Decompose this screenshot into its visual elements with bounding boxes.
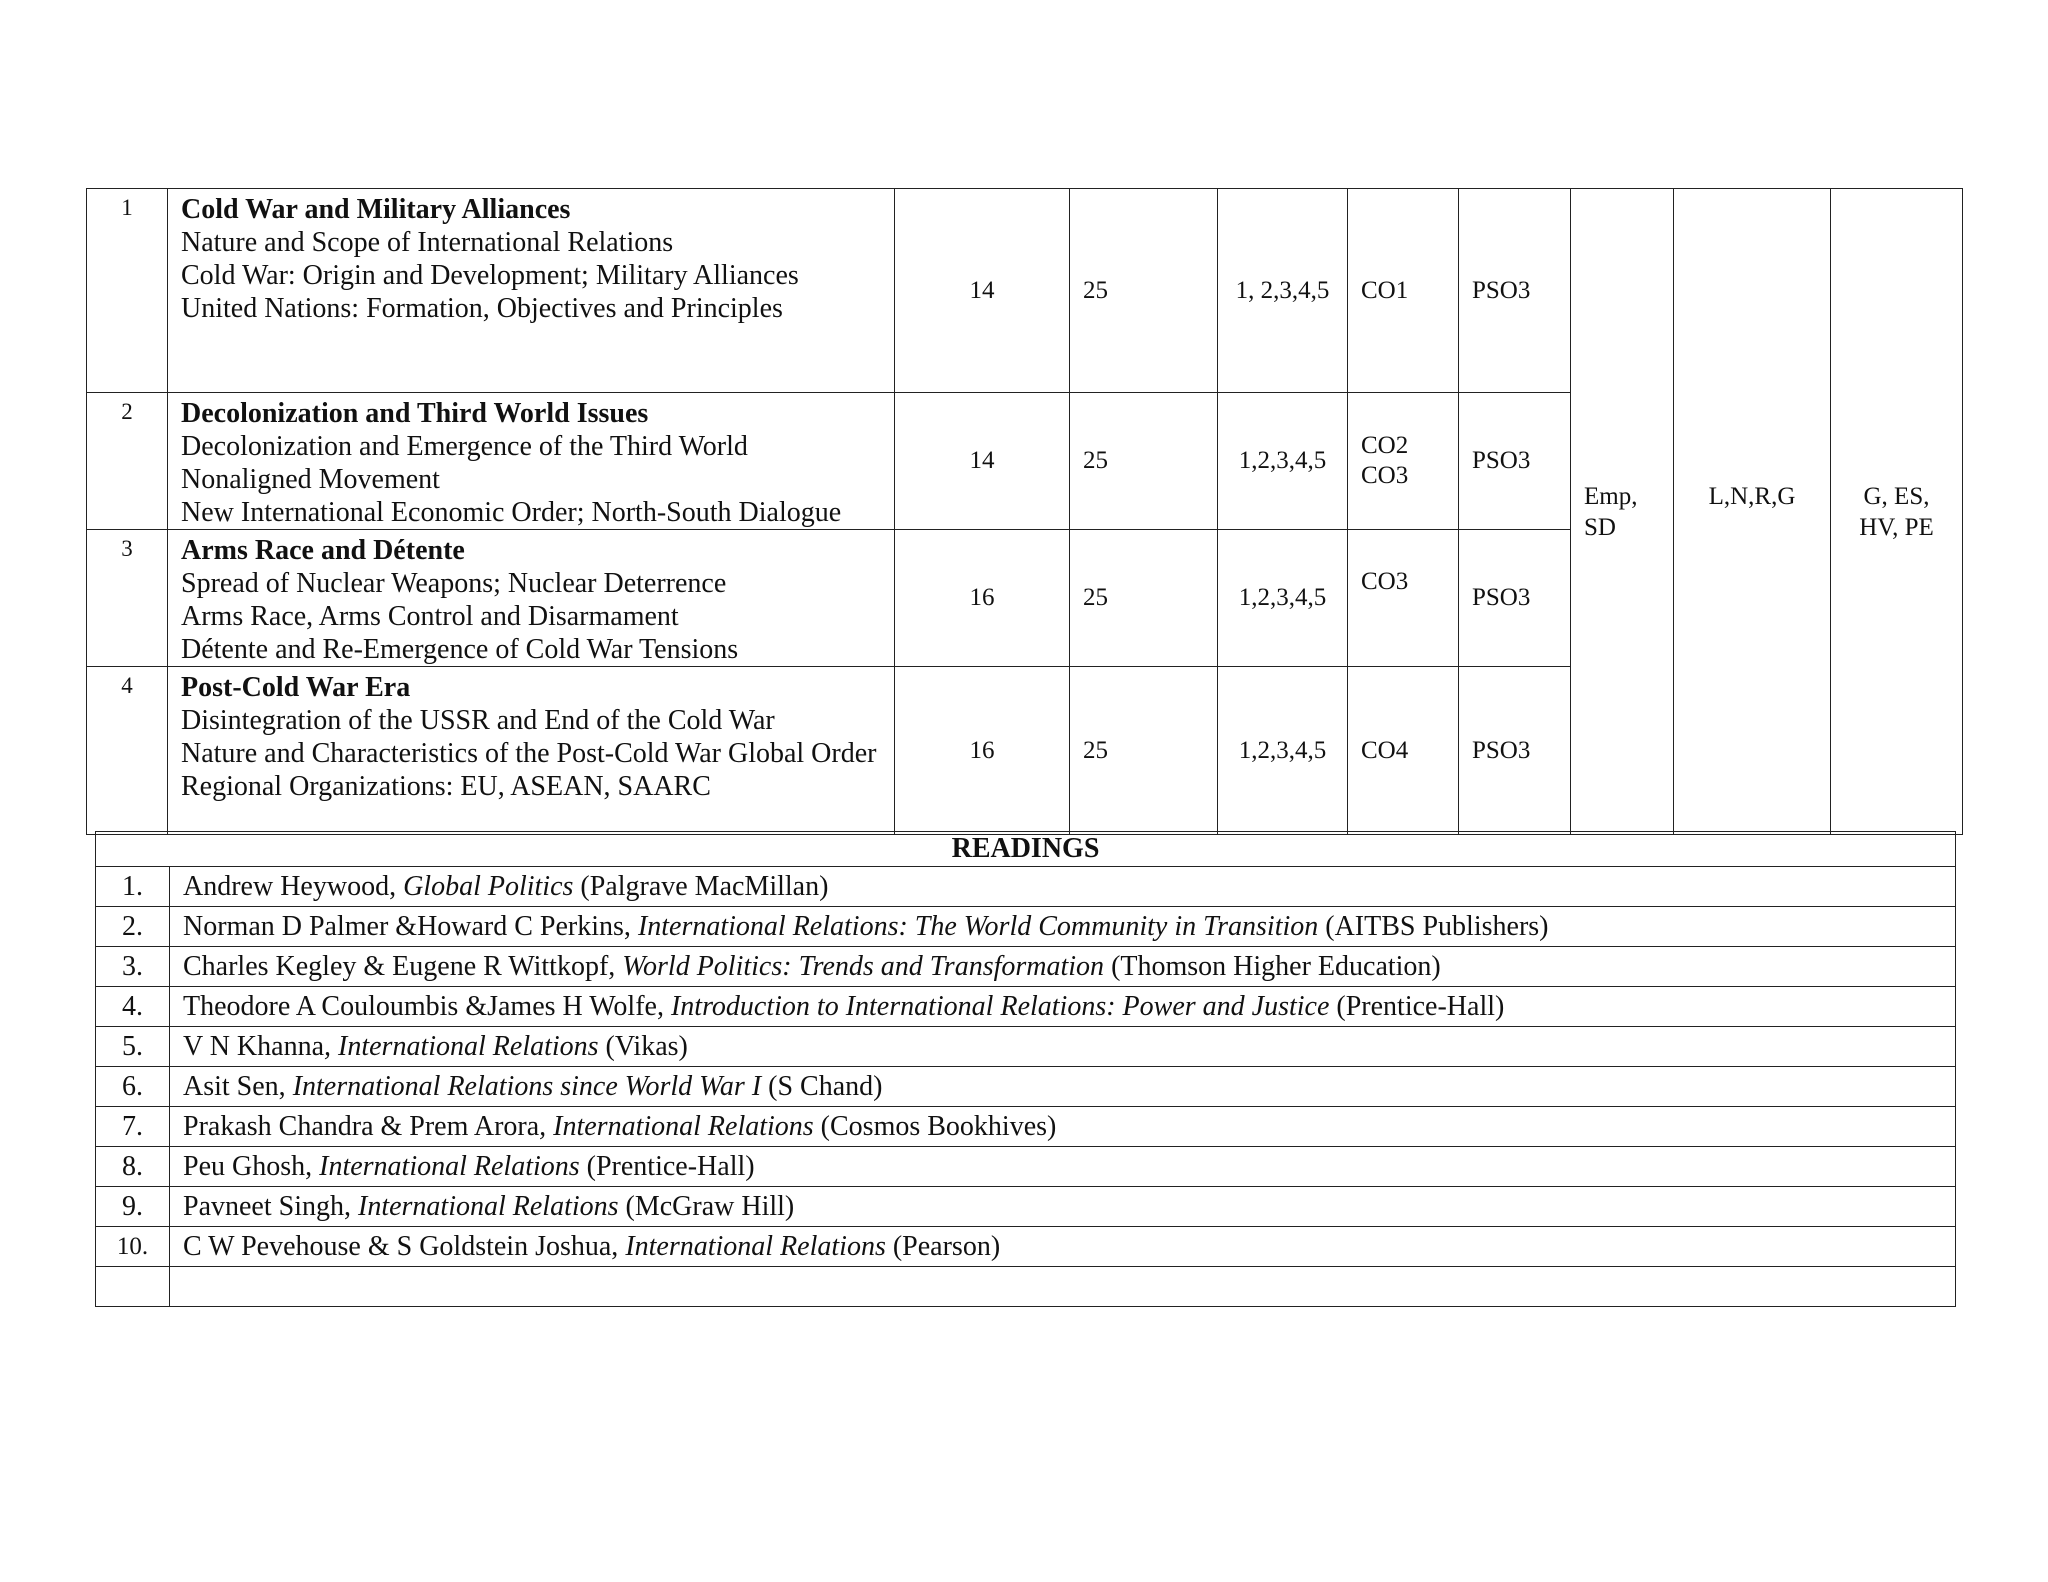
reading-author: Norman D Palmer &Howard C Perkins, <box>183 910 638 942</box>
reading-title: International Relations <box>625 1230 886 1262</box>
unit-title: Cold War and Military Alliances <box>181 194 571 225</box>
unit-hours: 16 <box>895 530 1070 667</box>
reading-citation <box>170 1227 1956 1267</box>
reading-citation <box>170 907 1956 947</box>
unit-subtopic: Disintegration of the USSR and End of the Cold War <box>181 705 775 736</box>
merged-text: HV, PE <box>1859 513 1934 541</box>
unit-co: CO2 CO3 <box>1348 393 1459 530</box>
reading-number: 8. <box>96 1147 170 1187</box>
reading-author: Asit Sen, <box>183 1070 293 1102</box>
unit-subtopic: Decolonization and Emergence of the Third World <box>181 431 748 462</box>
unit-number: 3 <box>87 530 168 667</box>
reading-number: 2. <box>96 907 170 947</box>
reading-title: Introduction to International Relations: Power and Justice <box>670 990 1330 1022</box>
reading-citation <box>170 1107 1956 1147</box>
reading-author: Prakash Chandra & Prem Arora <box>183 1110 540 1142</box>
unit-row <box>87 189 1963 393</box>
reading-citation <box>170 867 1956 907</box>
reading-number-empty <box>96 1267 170 1307</box>
unit-pos: 1,2,3,4,5 <box>1218 393 1348 530</box>
reading-row <box>96 1147 1956 1187</box>
unit-topic <box>168 393 895 530</box>
reading-citation <box>170 1147 1956 1187</box>
reading-publisher: (Pearson) <box>885 1230 1001 1262</box>
readings-header-row <box>96 832 1956 867</box>
unit-number: 1 <box>87 189 168 393</box>
reading-author: Peu Ghosh, <box>183 1150 320 1182</box>
reading-author: Andrew Heywood, <box>183 870 404 902</box>
reading-row <box>96 1027 1956 1067</box>
reading-row <box>96 907 1956 947</box>
reading-row <box>96 987 1956 1027</box>
reading-author: V N Khanna <box>183 1030 325 1062</box>
unit-title: Post-Cold War Era <box>181 672 411 703</box>
unit-hours: 14 <box>895 189 1070 393</box>
unit-pos: 1, 2,3,4,5 <box>1218 189 1348 393</box>
unit-subtopic: New International Economic Order; North-South Dialogue <box>181 497 842 528</box>
reading-publisher: (S Chand) <box>761 1070 883 1102</box>
reading-number: 10. <box>96 1227 170 1267</box>
reading-citation <box>170 1187 1956 1227</box>
unit-topic <box>168 667 895 835</box>
reading-number: 9. <box>96 1187 170 1227</box>
reading-publisher: (Thomson Higher Education) <box>1104 950 1441 982</box>
unit-pso: PSO3 <box>1459 189 1571 393</box>
reading-number: 4. <box>96 987 170 1027</box>
merged-text: SD <box>1584 513 1616 541</box>
reading-number: 6. <box>96 1067 170 1107</box>
reading-title: International Relations: The World Community in Transition <box>637 910 1319 942</box>
merged-text: Emp, <box>1584 482 1638 510</box>
merged-cell-1 <box>1571 189 1674 835</box>
merged-cell-3 <box>1831 189 1963 835</box>
unit-marks: 25 <box>1070 667 1218 835</box>
merged-text: G, ES, <box>1863 482 1930 510</box>
readings-table <box>95 831 1956 1307</box>
unit-marks: 25 <box>1070 189 1218 393</box>
unit-subtopic: Nonaligned Movement <box>181 464 440 495</box>
reading-title: International Relations <box>358 1190 619 1222</box>
reading-publisher: (Prentice-Hall) <box>579 1150 755 1182</box>
reading-row <box>96 1187 1956 1227</box>
reading-author: Pavneet Singh, <box>183 1190 358 1222</box>
reading-citation-empty <box>170 1267 1956 1307</box>
reading-number: 1. <box>96 867 170 907</box>
unit-hours: 14 <box>895 393 1070 530</box>
unit-pso: PSO3 <box>1459 393 1571 530</box>
unit-pso: PSO3 <box>1459 667 1571 835</box>
unit-pso: PSO3 <box>1459 530 1571 667</box>
unit-subtopic: United Nations: Formation, Objectives and Principles <box>181 293 783 324</box>
unit-number: 2 <box>87 393 168 530</box>
reading-citation <box>170 1067 1956 1107</box>
reading-row <box>96 1227 1956 1267</box>
unit-subtopic: Nature and Scope of International Relations <box>181 227 674 258</box>
reading-title: Global Politics <box>403 870 574 902</box>
merged-cell-2: L,N,R,G <box>1674 189 1831 835</box>
reading-number: 7. <box>96 1107 170 1147</box>
unit-subtopic: Regional Organizations: EU, ASEAN, SAARC <box>181 771 711 802</box>
reading-citation <box>170 987 1956 1027</box>
unit-co: CO1 <box>1348 189 1459 393</box>
reading-publisher: (AITBS Publishers) <box>1318 910 1549 942</box>
unit-topic <box>168 189 895 393</box>
reading-author: C W Pevehouse & S Goldstein Joshua, <box>183 1230 626 1262</box>
reading-number: 3. <box>96 947 170 987</box>
unit-co: CO4 <box>1348 667 1459 835</box>
reading-citation <box>170 947 1956 987</box>
reading-publisher: (McGraw Hill) <box>618 1190 795 1222</box>
reading-title: , International Relations <box>324 1030 599 1062</box>
reading-publisher: (Palgrave MacMillan) <box>573 870 829 902</box>
reading-row <box>96 867 1956 907</box>
unit-subtopic: Nature and Characteristics of the Post-Cold War Global Order <box>181 738 877 769</box>
reading-citation <box>170 1027 1956 1067</box>
unit-title: Decolonization and Third World Issues <box>181 398 649 429</box>
unit-pos: 1,2,3,4,5 <box>1218 530 1348 667</box>
reading-row <box>96 1067 1956 1107</box>
reading-publisher: (Prentice-Hall) <box>1329 990 1505 1022</box>
unit-topic <box>168 530 895 667</box>
reading-title: International Relations <box>319 1150 580 1182</box>
reading-author: Theodore A Couloumbis &James H Wolfe, <box>183 990 671 1022</box>
unit-marks: 25 <box>1070 393 1218 530</box>
unit-number: 4 <box>87 667 168 835</box>
unit-marks: 25 <box>1070 530 1218 667</box>
units-table <box>86 188 1963 835</box>
reading-publisher: (Vikas) <box>598 1030 688 1062</box>
reading-row <box>96 947 1956 987</box>
reading-row-empty <box>96 1267 1956 1307</box>
unit-subtopic: Cold War: Origin and Development; Military Alliances <box>181 260 799 291</box>
reading-row <box>96 1107 1956 1147</box>
readings-heading: READINGS <box>96 832 1956 867</box>
unit-subtopic: Spread of Nuclear Weapons; Nuclear Deterrence <box>181 568 727 599</box>
reading-author: Charles Kegley & Eugene R Wittkopf, <box>183 950 623 982</box>
unit-co: CO3 <box>1348 530 1459 667</box>
reading-title: , International Relations <box>539 1110 814 1142</box>
reading-publisher: (Cosmos Bookhives) <box>813 1110 1057 1142</box>
reading-title: World Politics: Trends and Transformation <box>622 950 1105 982</box>
unit-hours: 16 <box>895 667 1070 835</box>
unit-subtopic: Détente and Re-Emergence of Cold War Tensions <box>181 634 739 665</box>
unit-pos: 1,2,3,4,5 <box>1218 667 1348 835</box>
unit-subtopic: Arms Race, Arms Control and Disarmament <box>181 601 679 632</box>
reading-title: International Relations since World War I <box>292 1070 762 1102</box>
reading-number: 5. <box>96 1027 170 1067</box>
unit-title: Arms Race and Détente <box>181 535 465 566</box>
